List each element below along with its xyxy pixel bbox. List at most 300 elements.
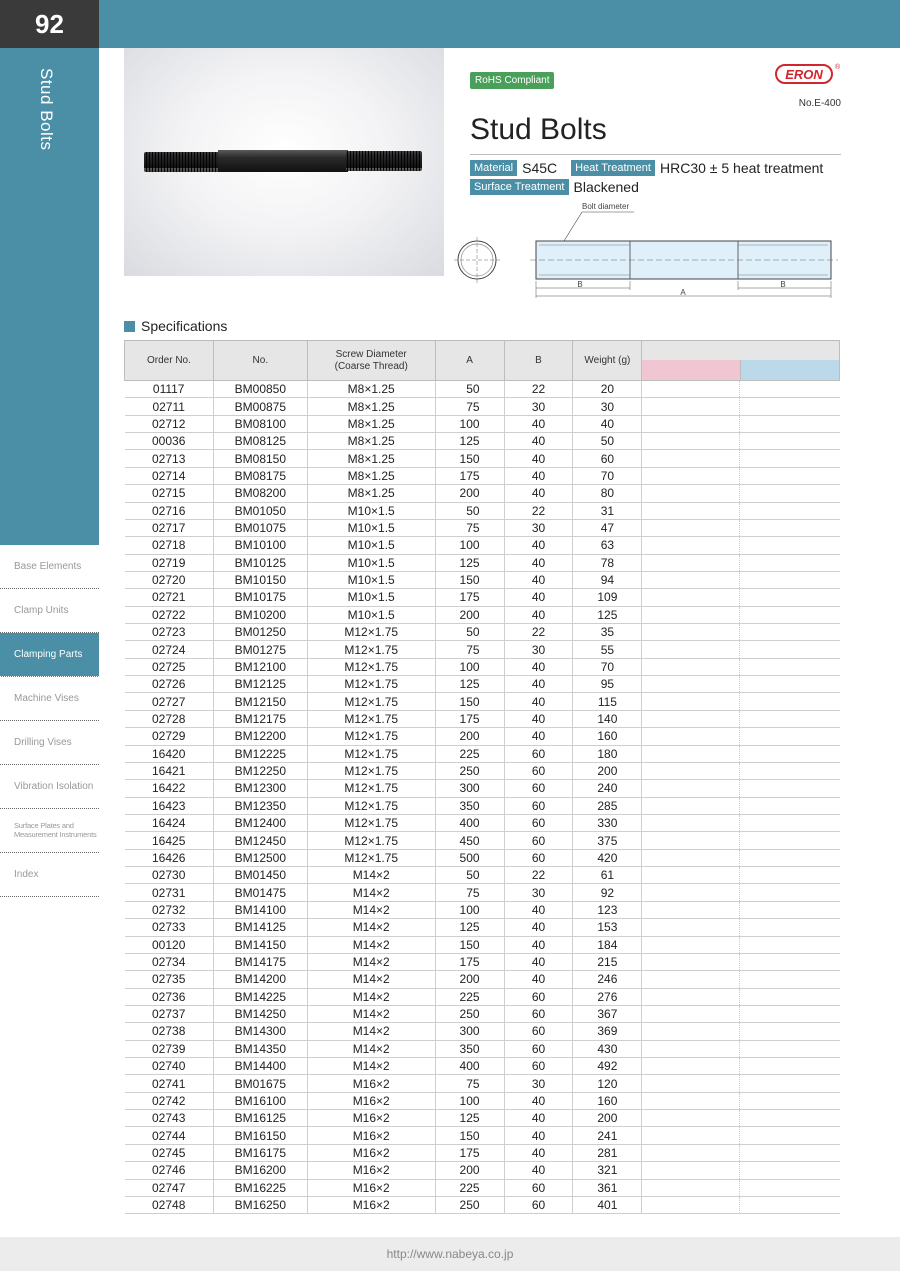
blue-column-cell <box>740 1040 840 1057</box>
pink-column-cell <box>642 901 740 918</box>
order-no-cell: 02747 <box>125 1179 214 1196</box>
blue-column-cell <box>740 415 840 432</box>
pink-column-cell <box>642 849 740 866</box>
screw-diameter-cell: M16×2 <box>307 1179 435 1196</box>
no-cell: BM10175 <box>213 589 307 606</box>
b-cell: 40 <box>504 589 573 606</box>
order-no-cell: 02736 <box>125 988 214 1005</box>
blue-column-cell <box>740 780 840 797</box>
blue-column-cell <box>740 554 840 571</box>
b-cell: 40 <box>504 571 573 588</box>
screw-diameter-cell: M8×1.25 <box>307 467 435 484</box>
no-cell: BM00850 <box>213 381 307 398</box>
header-weight: Weight (g) <box>573 341 642 381</box>
a-cell: 175 <box>435 1144 504 1161</box>
b-cell: 60 <box>504 797 573 814</box>
blue-column-cell <box>740 1110 840 1127</box>
order-no-cell: 16426 <box>125 849 214 866</box>
order-no-cell: 02724 <box>125 641 214 658</box>
pink-column-cell <box>642 762 740 779</box>
order-no-cell: 02741 <box>125 1075 214 1092</box>
pink-column-cell <box>642 728 740 745</box>
no-cell: BM14250 <box>213 1005 307 1022</box>
table-row <box>125 641 840 658</box>
pink-column-cell <box>642 1040 740 1057</box>
screw-diameter-cell: M10×1.5 <box>307 502 435 519</box>
table-row <box>125 381 840 398</box>
table-row <box>125 867 840 884</box>
blue-column-header <box>741 360 839 380</box>
pink-column-cell <box>642 1162 740 1179</box>
weight-cell: 20 <box>573 381 642 398</box>
blue-column-cell <box>740 814 840 831</box>
a-cell: 300 <box>435 780 504 797</box>
screw-diameter-cell: M14×2 <box>307 1040 435 1057</box>
weight-cell: 109 <box>573 589 642 606</box>
blue-column-cell <box>740 1179 840 1196</box>
weight-cell: 246 <box>573 971 642 988</box>
table-row <box>125 1040 840 1057</box>
sidebar-item-index[interactable]: Index <box>0 853 99 897</box>
pink-column-cell <box>642 537 740 554</box>
a-cell: 200 <box>435 971 504 988</box>
screw-diameter-cell: M14×2 <box>307 901 435 918</box>
a-cell: 150 <box>435 571 504 588</box>
no-cell: BM14150 <box>213 936 307 953</box>
b-cell: 60 <box>504 1196 573 1213</box>
a-cell: 225 <box>435 745 504 762</box>
surface-treatment-value: Blackened <box>573 179 639 195</box>
no-cell: BM14300 <box>213 1023 307 1040</box>
blue-column-cell <box>740 1058 840 1075</box>
a-cell: 150 <box>435 450 504 467</box>
table-row <box>125 415 840 432</box>
order-no-cell: 16423 <box>125 797 214 814</box>
table-row <box>125 745 840 762</box>
b-cell: 40 <box>504 693 573 710</box>
a-cell: 250 <box>435 1196 504 1213</box>
order-no-cell: 02726 <box>125 676 214 693</box>
no-cell: BM01075 <box>213 519 307 536</box>
surface-treatment-tag: Surface Treatment <box>470 179 569 195</box>
no-cell: BM14350 <box>213 1040 307 1057</box>
b-cell: 22 <box>504 502 573 519</box>
b-cell: 40 <box>504 1162 573 1179</box>
table-row <box>125 589 840 606</box>
sidebar-item-machine-vises[interactable]: Machine Vises <box>0 677 99 721</box>
table-row <box>125 571 840 588</box>
pink-column-cell <box>642 745 740 762</box>
pink-column-cell <box>642 693 740 710</box>
a-cell: 75 <box>435 398 504 415</box>
b-cell: 40 <box>504 1110 573 1127</box>
catalog-number: No.E-400 <box>798 98 841 109</box>
weight-cell: 200 <box>573 1110 642 1127</box>
screw-diameter-cell: M8×1.25 <box>307 433 435 450</box>
a-cell: 75 <box>435 884 504 901</box>
b-cell: 40 <box>504 606 573 623</box>
screw-diameter-cell: M16×2 <box>307 1127 435 1144</box>
a-cell: 50 <box>435 381 504 398</box>
no-cell: BM12300 <box>213 780 307 797</box>
blue-column-cell <box>740 832 840 849</box>
order-no-cell: 02716 <box>125 502 214 519</box>
screw-diameter-cell: M12×1.75 <box>307 849 435 866</box>
table-row <box>125 884 840 901</box>
weight-cell: 140 <box>573 710 642 727</box>
order-no-cell: 01117 <box>125 381 214 398</box>
weight-cell: 61 <box>573 867 642 884</box>
pink-column-cell <box>642 867 740 884</box>
b-cell: 40 <box>504 537 573 554</box>
a-cell: 225 <box>435 1179 504 1196</box>
b-cell: 40 <box>504 901 573 918</box>
bolt-drawing <box>450 196 845 306</box>
a-cell: 75 <box>435 1075 504 1092</box>
pink-column-cell <box>642 502 740 519</box>
blue-column-cell <box>740 1092 840 1109</box>
order-no-cell: 02734 <box>125 953 214 970</box>
blue-column-cell <box>740 1075 840 1092</box>
table-row <box>125 1162 840 1179</box>
pink-column-cell <box>642 1179 740 1196</box>
b-cell: 40 <box>504 971 573 988</box>
a-cell: 400 <box>435 814 504 831</box>
pink-column-cell <box>642 988 740 1005</box>
pink-column-cell <box>642 884 740 901</box>
pink-column-cell <box>642 571 740 588</box>
pink-column-cell <box>642 641 740 658</box>
order-no-cell: 16420 <box>125 745 214 762</box>
no-cell: BM08100 <box>213 415 307 432</box>
order-no-cell: 02720 <box>125 571 214 588</box>
blue-column-cell <box>740 398 840 415</box>
pink-column-cell <box>642 780 740 797</box>
a-cell: 100 <box>435 537 504 554</box>
blue-column-cell <box>740 1196 840 1213</box>
weight-cell: 78 <box>573 554 642 571</box>
header-b: B <box>504 341 573 381</box>
registered-mark: ® <box>835 64 841 71</box>
a-cell: 175 <box>435 589 504 606</box>
a-cell: 250 <box>435 762 504 779</box>
order-no-cell: 02744 <box>125 1127 214 1144</box>
pink-column-cell <box>642 658 740 675</box>
order-no-cell: 02719 <box>125 554 214 571</box>
no-cell: BM12450 <box>213 832 307 849</box>
pink-column-cell <box>642 936 740 953</box>
a-cell: 125 <box>435 919 504 936</box>
pink-column-cell <box>642 450 740 467</box>
b-cell: 30 <box>504 398 573 415</box>
order-no-cell: 02739 <box>125 1040 214 1057</box>
b-cell: 60 <box>504 988 573 1005</box>
b-cell: 40 <box>504 936 573 953</box>
pink-column-cell <box>642 624 740 641</box>
b-cell: 60 <box>504 1179 573 1196</box>
weight-cell: 30 <box>573 398 642 415</box>
no-cell: BM01275 <box>213 641 307 658</box>
screw-diameter-cell: M16×2 <box>307 1144 435 1161</box>
dimension-b-left: B <box>577 280 583 289</box>
blue-column-cell <box>740 589 840 606</box>
table-row <box>125 1023 840 1040</box>
blue-column-cell <box>740 658 840 675</box>
screw-diameter-cell: M12×1.75 <box>307 728 435 745</box>
sidebar-item-vibration-isolation[interactable]: Vibration Isolation <box>0 765 99 809</box>
surface-row <box>470 179 639 195</box>
no-cell: BM16150 <box>213 1127 307 1144</box>
blue-column-cell <box>740 433 840 450</box>
screw-diameter-cell: M10×1.5 <box>307 554 435 571</box>
no-cell: BM08200 <box>213 485 307 502</box>
b-cell: 40 <box>504 415 573 432</box>
order-no-cell: 16424 <box>125 814 214 831</box>
a-cell: 200 <box>435 606 504 623</box>
screw-diameter-cell: M16×2 <box>307 1075 435 1092</box>
order-no-cell: 02728 <box>125 710 214 727</box>
table-row <box>125 953 840 970</box>
table-row <box>125 814 840 831</box>
weight-cell: 361 <box>573 1179 642 1196</box>
order-no-cell: 00036 <box>125 433 214 450</box>
side-view-bolt <box>530 241 838 279</box>
screw-diameter-cell: M8×1.25 <box>307 398 435 415</box>
weight-cell: 330 <box>573 814 642 831</box>
weight-cell: 375 <box>573 832 642 849</box>
pink-column-cell <box>642 589 740 606</box>
screw-diameter-cell: M14×2 <box>307 953 435 970</box>
weight-cell: 70 <box>573 658 642 675</box>
a-cell: 175 <box>435 710 504 727</box>
order-no-cell: 02725 <box>125 658 214 675</box>
no-cell: BM12250 <box>213 762 307 779</box>
footer <box>0 1237 900 1271</box>
order-no-cell: 02746 <box>125 1162 214 1179</box>
table-row <box>125 519 840 536</box>
a-cell: 350 <box>435 1040 504 1057</box>
screw-diameter-cell: M12×1.75 <box>307 658 435 675</box>
header-a: A <box>435 341 504 381</box>
sidebar-item-clamping-parts[interactable]: Clamping Parts <box>0 633 99 677</box>
b-cell: 60 <box>504 832 573 849</box>
blue-column-cell <box>740 641 840 658</box>
order-no-cell: 02730 <box>125 867 214 884</box>
pink-column-cell <box>642 467 740 484</box>
sidebar-item-base-elements[interactable]: Base Elements <box>0 545 99 589</box>
weight-cell: 492 <box>573 1058 642 1075</box>
weight-cell: 241 <box>573 1127 642 1144</box>
product-title: Stud Bolts <box>470 113 607 146</box>
weight-cell: 115 <box>573 693 642 710</box>
table-row <box>125 1005 840 1022</box>
no-cell: BM01675 <box>213 1075 307 1092</box>
weight-cell: 63 <box>573 537 642 554</box>
table-row <box>125 658 840 675</box>
blue-column-cell <box>740 537 840 554</box>
b-cell: 60 <box>504 814 573 831</box>
a-cell: 125 <box>435 433 504 450</box>
sidebar-item-clamp-units[interactable]: Clamp Units <box>0 589 99 633</box>
pink-column-cell <box>642 554 740 571</box>
screw-diameter-cell: M10×1.5 <box>307 571 435 588</box>
no-cell: BM12200 <box>213 728 307 745</box>
footer-url[interactable]: http://www.nabeya.co.jp <box>386 1247 514 1261</box>
rohs-badge: RoHS Compliant <box>470 72 554 89</box>
pink-column-cell <box>642 953 740 970</box>
b-cell: 40 <box>504 676 573 693</box>
screw-diameter-cell: M14×2 <box>307 1058 435 1075</box>
blue-column-cell <box>740 797 840 814</box>
blue-column-cell <box>740 1162 840 1179</box>
screw-diameter-cell: M8×1.25 <box>307 415 435 432</box>
table-row <box>125 1179 840 1196</box>
specifications-table <box>124 340 840 1214</box>
title-divider <box>470 154 841 155</box>
blue-column-cell <box>740 919 840 936</box>
blue-column-cell <box>740 884 840 901</box>
weight-cell: 153 <box>573 919 642 936</box>
a-cell: 150 <box>435 1127 504 1144</box>
a-cell: 450 <box>435 832 504 849</box>
header-no: No. <box>213 341 307 381</box>
no-cell: BM12150 <box>213 693 307 710</box>
b-cell: 60 <box>504 780 573 797</box>
sidebar-item-drilling-vises[interactable]: Drilling Vises <box>0 721 99 765</box>
no-cell: BM10150 <box>213 571 307 588</box>
table-row <box>125 1196 840 1213</box>
no-cell: BM12350 <box>213 797 307 814</box>
weight-cell: 160 <box>573 1092 642 1109</box>
b-cell: 40 <box>504 658 573 675</box>
blue-column-cell <box>740 450 840 467</box>
table-row <box>125 676 840 693</box>
a-cell: 50 <box>435 624 504 641</box>
no-cell: BM10125 <box>213 554 307 571</box>
weight-cell: 31 <box>573 502 642 519</box>
weight-cell: 430 <box>573 1040 642 1057</box>
heat-treatment-value: HRC30 ± 5 heat treatment <box>659 160 824 176</box>
no-cell: BM16200 <box>213 1162 307 1179</box>
blue-column-cell <box>740 901 840 918</box>
blue-column-cell <box>740 953 840 970</box>
no-cell: BM16225 <box>213 1179 307 1196</box>
blue-column-cell <box>740 624 840 641</box>
pink-column-cell <box>642 1144 740 1161</box>
table-row <box>125 433 840 450</box>
pink-column-cell <box>642 1110 740 1127</box>
screw-diameter-cell: M10×1.5 <box>307 606 435 623</box>
pink-column-cell <box>642 485 740 502</box>
blue-column-cell <box>740 1144 840 1161</box>
table-row <box>125 988 840 1005</box>
screw-diameter-cell: M12×1.75 <box>307 624 435 641</box>
weight-cell: 123 <box>573 901 642 918</box>
weight-cell: 369 <box>573 1023 642 1040</box>
b-cell: 40 <box>504 485 573 502</box>
pink-column-cell <box>642 1058 740 1075</box>
blue-column-cell <box>740 936 840 953</box>
screw-diameter-cell: M14×2 <box>307 867 435 884</box>
table-row <box>125 1075 840 1092</box>
table-row <box>125 936 840 953</box>
no-cell: BM12400 <box>213 814 307 831</box>
screw-diameter-cell: M8×1.25 <box>307 485 435 502</box>
weight-cell: 281 <box>573 1144 642 1161</box>
end-view-circle <box>454 237 500 283</box>
b-cell: 22 <box>504 867 573 884</box>
material-tag: Material <box>470 160 517 176</box>
table-row <box>125 832 840 849</box>
weight-cell: 40 <box>573 415 642 432</box>
table-row <box>125 537 840 554</box>
weight-cell: 276 <box>573 988 642 1005</box>
pink-column-cell <box>642 832 740 849</box>
specifications-heading <box>124 318 227 334</box>
pink-column-cell <box>642 398 740 415</box>
b-cell: 60 <box>504 1058 573 1075</box>
b-cell: 40 <box>504 710 573 727</box>
weight-cell: 180 <box>573 745 642 762</box>
b-cell: 40 <box>504 467 573 484</box>
order-no-cell: 02731 <box>125 884 214 901</box>
a-cell: 200 <box>435 728 504 745</box>
weight-cell: 285 <box>573 797 642 814</box>
no-cell: BM12175 <box>213 710 307 727</box>
screw-diameter-cell: M14×2 <box>307 1023 435 1040</box>
stud-bolt-image <box>124 48 444 276</box>
screw-diameter-cell: M16×2 <box>307 1196 435 1213</box>
no-cell: BM08175 <box>213 467 307 484</box>
no-cell: BM01250 <box>213 624 307 641</box>
pink-column-cell <box>642 710 740 727</box>
order-no-cell: 02718 <box>125 537 214 554</box>
screw-diameter-cell: M12×1.75 <box>307 814 435 831</box>
pink-column-cell <box>642 919 740 936</box>
a-cell: 75 <box>435 519 504 536</box>
pink-column-cell <box>642 1196 740 1213</box>
table-row <box>125 450 840 467</box>
a-cell: 125 <box>435 1110 504 1127</box>
b-cell: 60 <box>504 1005 573 1022</box>
b-cell: 22 <box>504 381 573 398</box>
order-no-cell: 02732 <box>125 901 214 918</box>
screw-diameter-cell: M12×1.75 <box>307 745 435 762</box>
screw-diameter-cell: M16×2 <box>307 1162 435 1179</box>
pink-column-cell <box>642 676 740 693</box>
table-row <box>125 554 840 571</box>
screw-diameter-cell: M10×1.5 <box>307 589 435 606</box>
sidebar-item-surface-plates[interactable]: Surface Plates and Measurement Instruments <box>0 809 99 853</box>
weight-cell: 160 <box>573 728 642 745</box>
a-cell: 150 <box>435 693 504 710</box>
b-cell: 40 <box>504 1144 573 1161</box>
pink-column-cell <box>642 971 740 988</box>
a-cell: 125 <box>435 554 504 571</box>
pink-column-cell <box>642 1092 740 1109</box>
table-row <box>125 901 840 918</box>
order-no-cell: 02727 <box>125 693 214 710</box>
table-row <box>125 762 840 779</box>
b-cell: 40 <box>504 554 573 571</box>
b-cell: 22 <box>504 624 573 641</box>
table-row <box>125 919 840 936</box>
screw-diameter-cell: M14×2 <box>307 988 435 1005</box>
no-cell: BM08125 <box>213 433 307 450</box>
blue-column-cell <box>740 1005 840 1022</box>
weight-cell: 200 <box>573 762 642 779</box>
screw-diameter-cell: M14×2 <box>307 971 435 988</box>
